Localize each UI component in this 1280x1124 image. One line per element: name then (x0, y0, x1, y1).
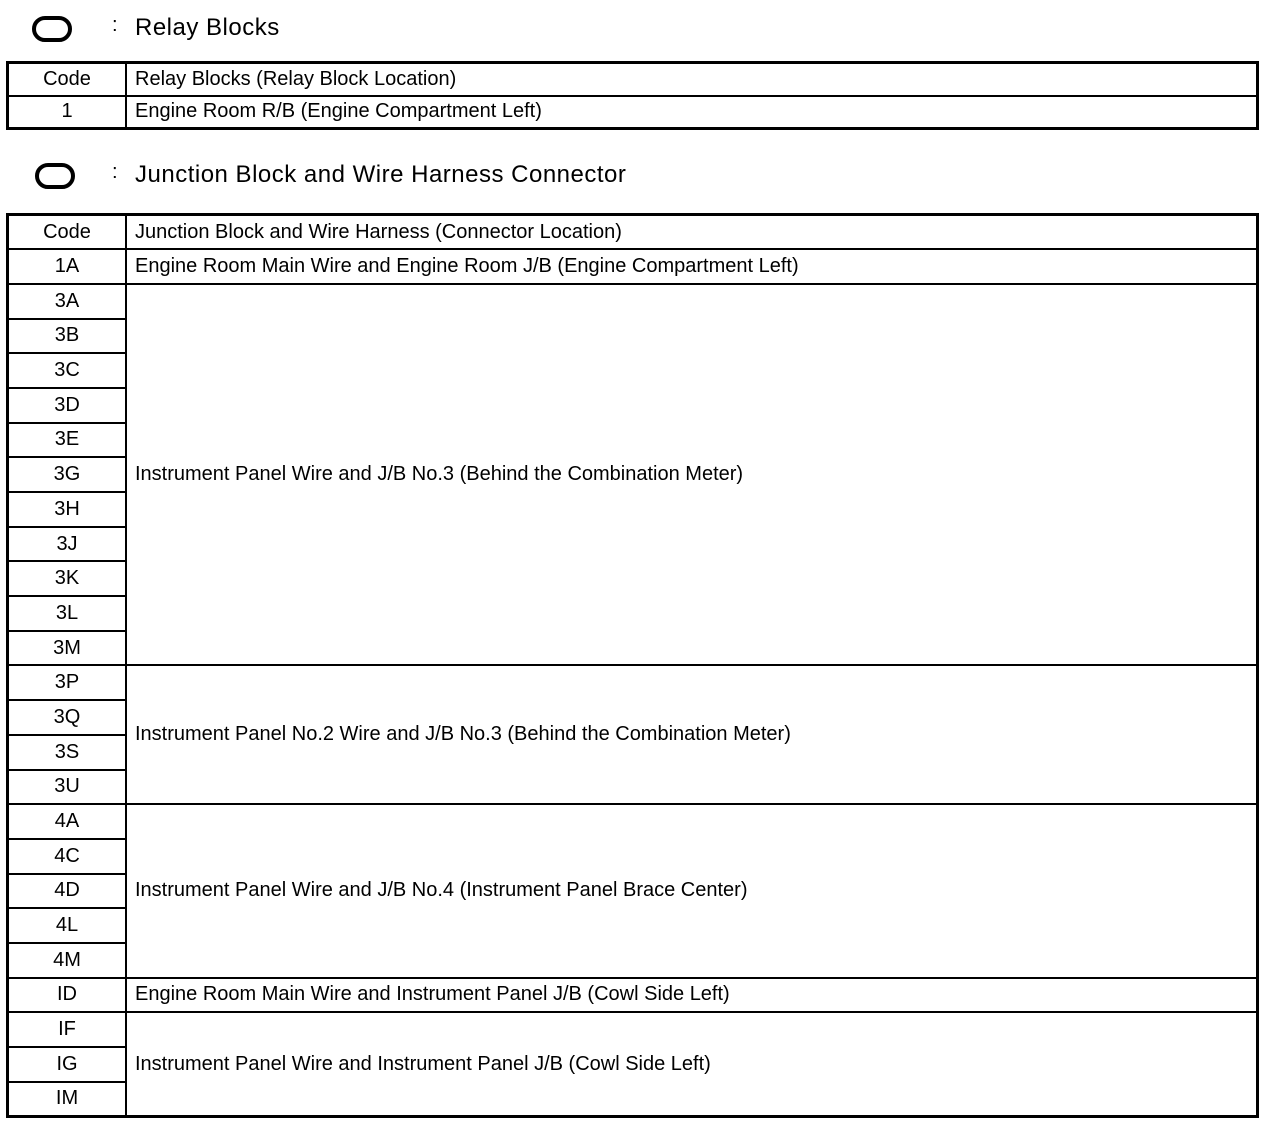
junction-block-table (6, 213, 1259, 1118)
relay-section-title: Relay Blocks (135, 14, 280, 41)
table-row (8, 804, 1258, 839)
table-header-row (8, 63, 1258, 96)
row-code: 3J (8, 527, 127, 562)
row-code: 3G (8, 457, 127, 492)
row-description: Engine Room Main Wire and Instrument Panel J/B (Cowl Side Left) (126, 978, 1258, 1013)
header-description: Relay Blocks (Relay Block Location) (126, 63, 1258, 96)
relay-block-symbol-icon (32, 16, 72, 42)
row-description: Instrument Panel No.2 Wire and J/B No.3 (Behind the Combination Meter) (126, 665, 1258, 804)
row-code: 3A (8, 284, 127, 319)
row-code: 3H (8, 492, 127, 527)
table-row (8, 665, 1258, 700)
table-row (8, 249, 1258, 284)
row-code: 1A (8, 249, 127, 284)
header-code: Code (8, 63, 127, 96)
row-description: Instrument Panel Wire and Instrument Panel J/B (Cowl Side Left) (126, 1012, 1258, 1116)
row-code: 3Q (8, 700, 127, 735)
row-code: 3S (8, 735, 127, 770)
row-code: 3P (8, 665, 127, 700)
row-code: 3M (8, 631, 127, 666)
table-row (8, 1012, 1258, 1047)
row-code: IG (8, 1047, 127, 1082)
row-code: 3B (8, 319, 127, 354)
row-code: 3U (8, 770, 127, 805)
relay-colon: : (112, 14, 118, 36)
row-code: 4C (8, 839, 127, 874)
row-code: 1 (8, 96, 127, 129)
table-row (8, 284, 1258, 319)
row-code: 4M (8, 943, 127, 978)
row-description: Engine Room Main Wire and Engine Room J/B (Engine Compartment Left) (126, 249, 1258, 284)
row-description: Instrument Panel Wire and J/B No.4 (Instrument Panel Brace Center) (126, 804, 1258, 977)
row-code: 3C (8, 353, 127, 388)
row-code: 3E (8, 423, 127, 458)
row-code: 4A (8, 804, 127, 839)
row-code: 3L (8, 596, 127, 631)
table-row (8, 978, 1258, 1013)
table-row (8, 96, 1258, 129)
row-description: Engine Room R/B (Engine Compartment Left) (126, 96, 1258, 129)
relay-blocks-table (6, 61, 1259, 130)
row-description: Instrument Panel Wire and J/B No.3 (Behind the Combination Meter) (126, 284, 1258, 666)
row-code: 3D (8, 388, 127, 423)
row-code: 4L (8, 908, 127, 943)
row-code: IM (8, 1082, 127, 1117)
header-code: Code (8, 215, 127, 250)
junction-block-symbol-icon (35, 163, 75, 189)
row-code: IF (8, 1012, 127, 1047)
row-code: ID (8, 978, 127, 1013)
row-code: 3K (8, 561, 127, 596)
row-code: 4D (8, 874, 127, 909)
jb-colon: : (112, 161, 118, 183)
header-description: Junction Block and Wire Harness (Connector Location) (126, 215, 1258, 250)
table-header-row (8, 215, 1258, 250)
jb-section-title: Junction Block and Wire Harness Connector (135, 161, 627, 188)
